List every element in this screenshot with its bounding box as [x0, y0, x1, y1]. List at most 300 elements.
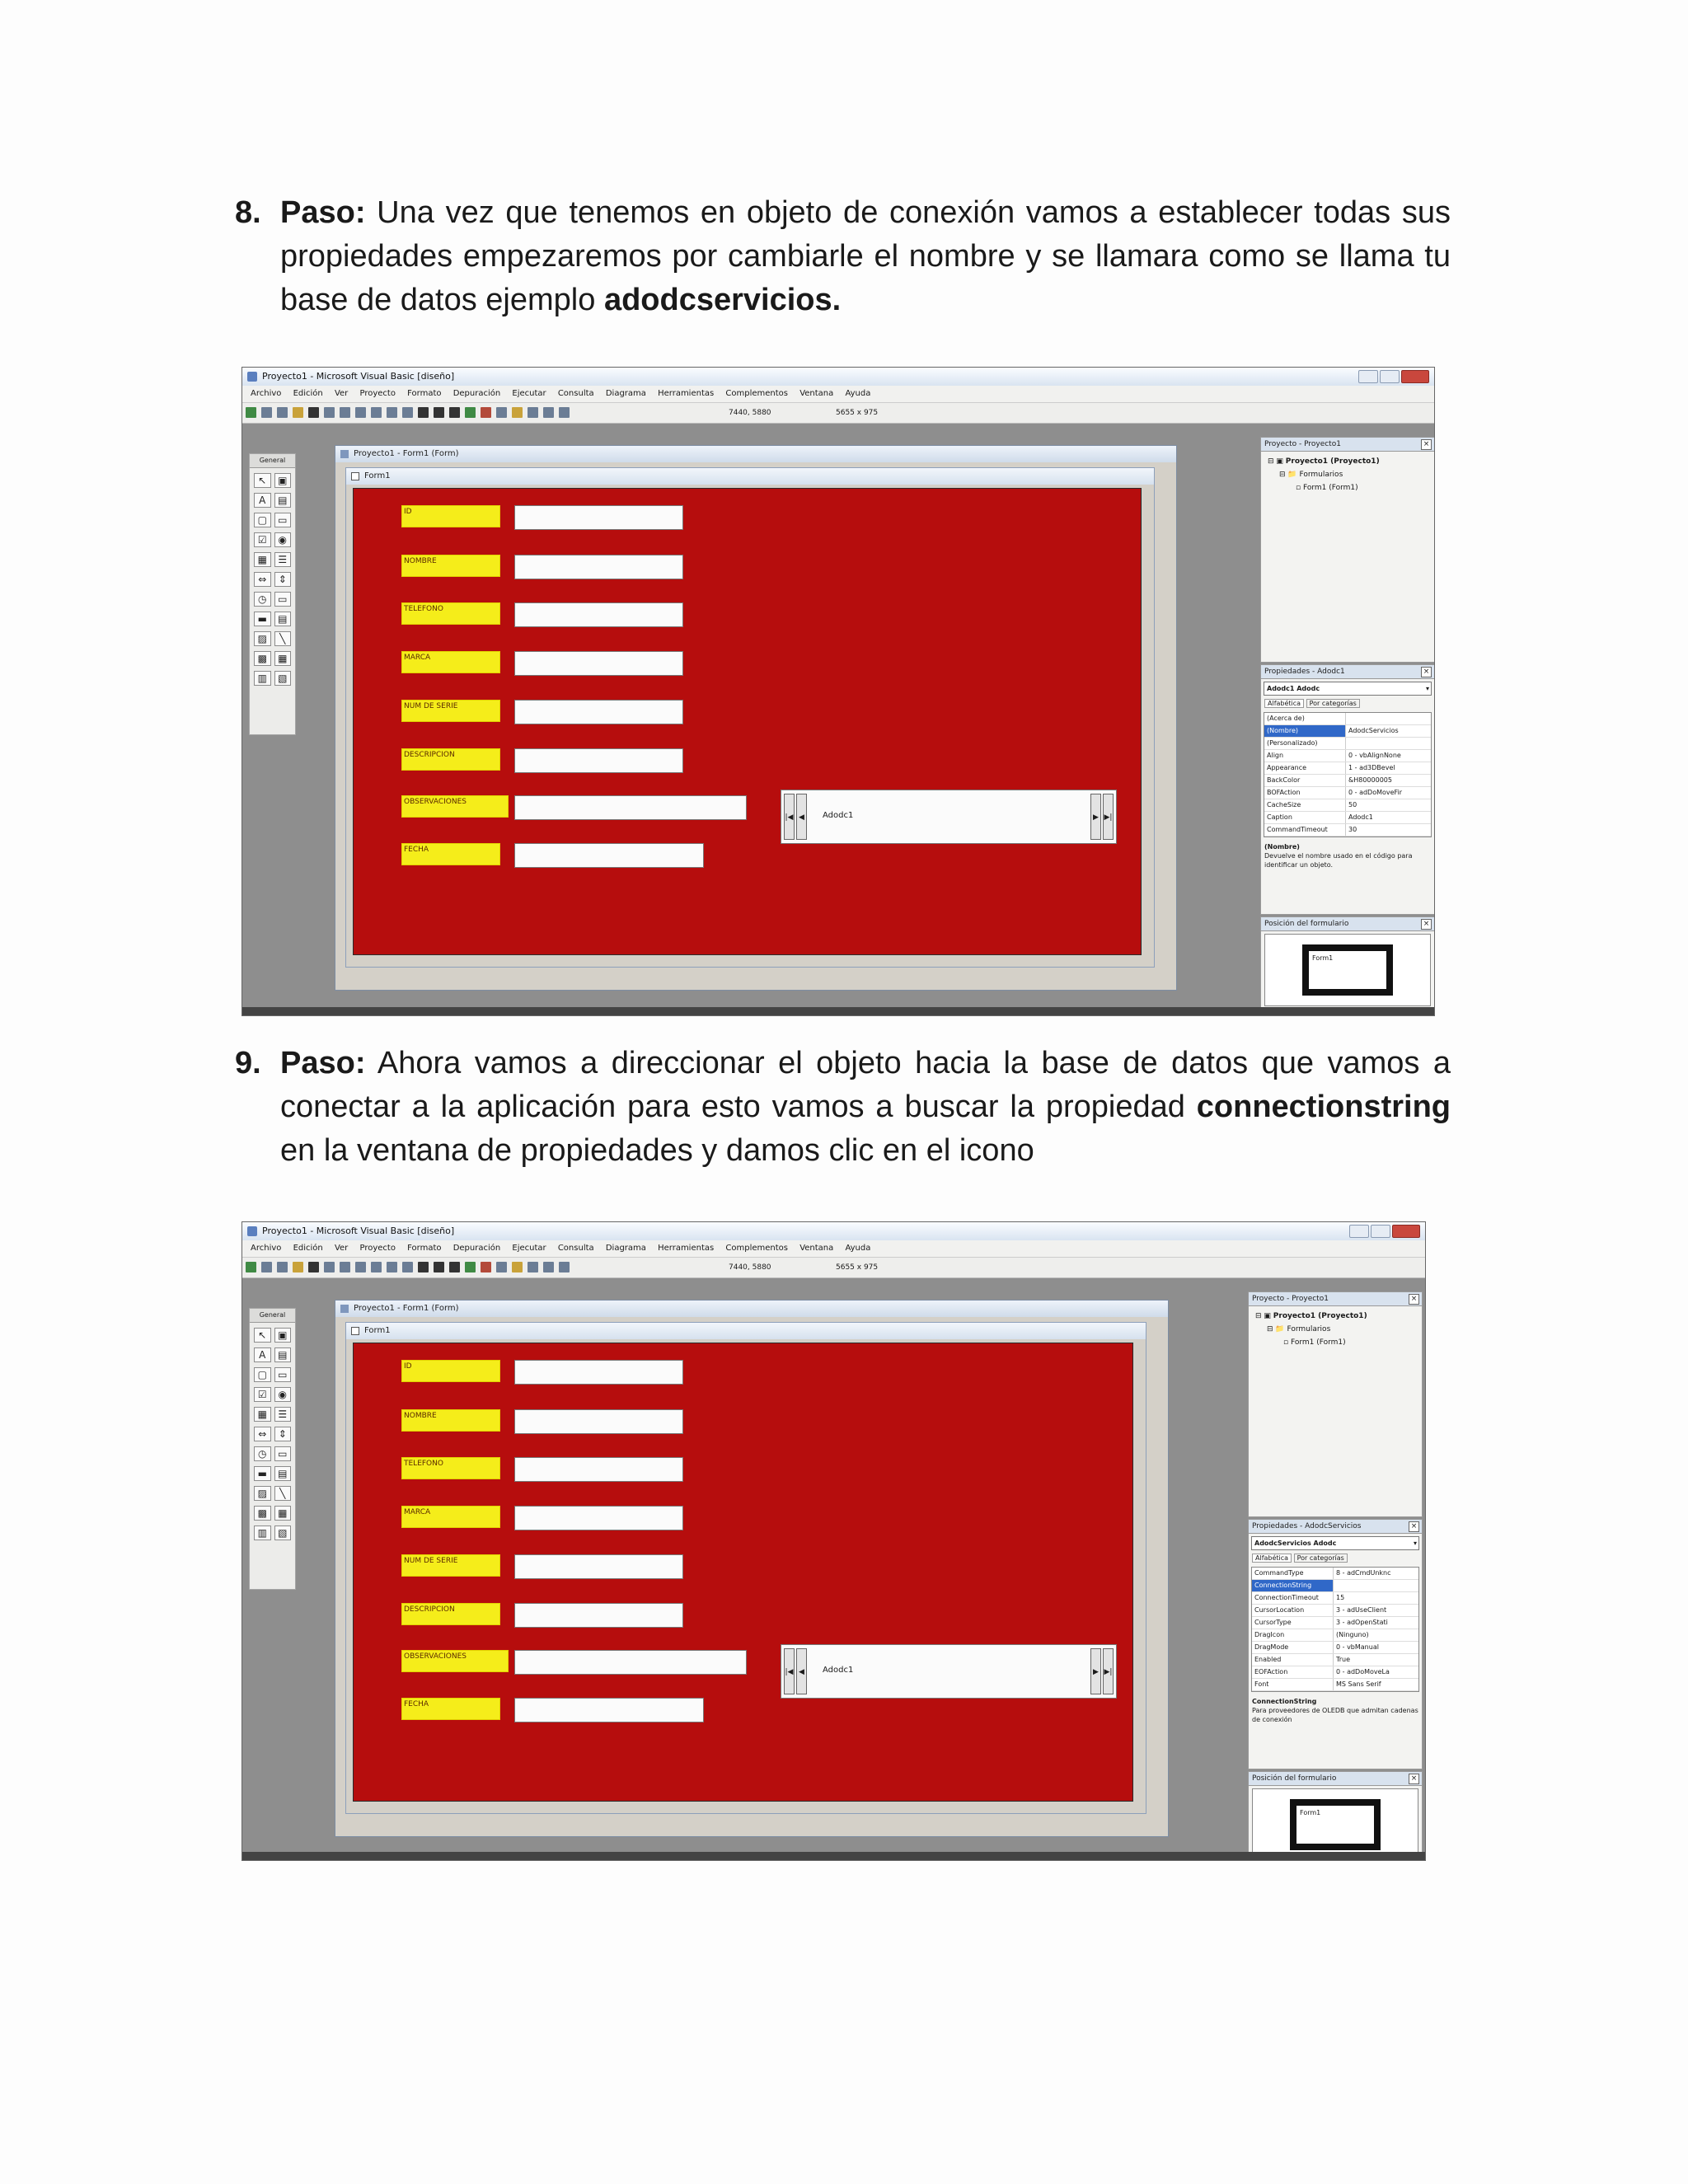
redo-icon[interactable] — [402, 1262, 413, 1272]
minimize-icon[interactable] — [1358, 370, 1378, 383]
menu-editor-icon[interactable] — [277, 1262, 288, 1272]
frame-tool-icon[interactable]: ▢ — [254, 513, 271, 527]
tab-categorized[interactable]: Por categorías — [1306, 699, 1360, 708]
field-label[interactable]: ID — [401, 1360, 500, 1382]
open-icon[interactable] — [293, 1262, 303, 1272]
menu-item[interactable]: Edición — [293, 389, 323, 398]
property-value[interactable]: AdodcServicios — [1348, 727, 1399, 734]
move-first-icon[interactable]: |◀ — [784, 1648, 795, 1694]
properties-tabs — [1261, 698, 1434, 710]
property-value[interactable] — [1346, 713, 1431, 724]
property-row[interactable] — [1264, 799, 1431, 812]
step-8 — [235, 191, 1451, 322]
tree-node-project[interactable]: ⊟ ▣ Proyecto1 (Proyecto1) — [1255, 1312, 1367, 1320]
property-row[interactable] — [1264, 787, 1431, 799]
ole-tool-icon[interactable]: ▦ — [274, 1506, 292, 1521]
toolbox-grid — [250, 1323, 295, 1545]
component-manager-icon[interactable] — [559, 407, 570, 418]
add-form-icon[interactable] — [261, 1262, 272, 1272]
menu-item[interactable]: Proyecto — [359, 1244, 396, 1253]
redo-icon[interactable] — [402, 407, 413, 418]
tree-node-folder[interactable]: ⊟ 📁 Formularios — [1267, 1325, 1331, 1333]
checkbox-tool-icon[interactable]: ☑ — [254, 532, 271, 547]
timer-tool-icon[interactable]: ◷ — [254, 1446, 271, 1461]
property-name: CommandType — [1252, 1568, 1334, 1579]
menu-item[interactable]: Complementos — [725, 389, 789, 398]
toolbox — [249, 453, 296, 735]
property-row[interactable] — [1252, 1654, 1418, 1666]
property-row[interactable] — [1264, 725, 1431, 738]
commandbutton-tool-icon[interactable]: ▭ — [274, 1367, 292, 1382]
cut-icon[interactable] — [324, 1262, 335, 1272]
window-titlebar — [242, 368, 1434, 386]
property-name: CursorLocation — [1252, 1605, 1334, 1616]
shape-tool-icon[interactable]: ▭ — [274, 592, 292, 607]
property-name: CommandTimeout — [1264, 824, 1346, 836]
preview-label: Form1 — [1309, 951, 1386, 989]
form-canvas[interactable] — [353, 488, 1142, 955]
field-textbox[interactable] — [514, 748, 683, 773]
step-description: Ahora vamos a direccionar el objeto hacia la base de datos que vamos a conectar a la aplicación para esto vamos a buscar la propiedad — [280, 1046, 1451, 1124]
property-value[interactable]: 30 — [1348, 826, 1357, 833]
field-textbox[interactable] — [514, 602, 683, 627]
property-value[interactable] — [1334, 1580, 1418, 1591]
find-icon[interactable] — [371, 407, 382, 418]
monitor-icon — [1290, 1799, 1381, 1850]
pointer-tool-icon[interactable]: ↖ — [254, 473, 271, 488]
stop-icon[interactable] — [449, 407, 460, 418]
object-combo[interactable] — [1251, 1536, 1419, 1550]
menu-item[interactable]: Formato — [407, 1244, 442, 1253]
toolbox-title: General — [250, 454, 295, 468]
form-layout-icon[interactable] — [496, 407, 507, 418]
step-label: Paso: — [280, 1046, 366, 1080]
datagrid-tool-icon[interactable]: ▧ — [274, 1526, 292, 1540]
menu-item[interactable]: Consulta — [557, 389, 594, 398]
menu-item[interactable]: Edición — [293, 1244, 323, 1253]
minimize-icon[interactable] — [1349, 1225, 1369, 1238]
layout-preview[interactable] — [1252, 1788, 1418, 1861]
description-text: Devuelve el nombre usado en el código para identificar un objeto. — [1264, 852, 1413, 869]
tree-node-label: Proyecto1 (Proyecto1) — [1273, 1312, 1367, 1320]
field-textbox[interactable] — [514, 843, 704, 868]
toolbox — [249, 1308, 296, 1590]
field-textbox[interactable] — [514, 505, 683, 530]
close-icon[interactable] — [1401, 370, 1429, 383]
property-value[interactable]: 0 - adDoMoveLa — [1336, 1668, 1390, 1675]
move-previous-icon[interactable]: ◀ — [796, 794, 807, 840]
tree-node-form[interactable]: ▫ Form1 (Form1) — [1283, 1338, 1346, 1347]
menu-item[interactable]: Diagrama — [605, 389, 646, 398]
add-project-icon[interactable] — [246, 1262, 256, 1272]
hscroll-tool-icon[interactable]: ⇔ — [254, 572, 271, 587]
drivelist-tool-icon[interactable]: ▬ — [254, 612, 271, 626]
textbox-tool-icon[interactable]: ▤ — [274, 493, 292, 508]
property-value[interactable]: (Ninguno) — [1336, 1631, 1369, 1638]
object-browser-icon[interactable] — [512, 407, 523, 418]
project-explorer-icon[interactable] — [465, 407, 476, 418]
property-grid — [1264, 712, 1432, 837]
property-value[interactable]: 8 - adCmdUnknc — [1336, 1569, 1391, 1577]
property-row[interactable] — [1252, 1568, 1418, 1580]
add-project-icon[interactable] — [246, 407, 256, 418]
start-icon[interactable] — [418, 1262, 429, 1272]
field-textbox[interactable] — [514, 1554, 683, 1579]
bottom-edge — [242, 1852, 1425, 1860]
menu-bar — [242, 386, 1434, 403]
menu-item[interactable]: Ayuda — [845, 1244, 871, 1253]
object-combo-value: AdodcServicios Adodc — [1254, 1540, 1337, 1547]
property-name: (Acerca de) — [1264, 713, 1346, 724]
properties-title: Propiedades - AdodcServicios — [1252, 1522, 1362, 1530]
pointer-tool-icon[interactable]: ↖ — [254, 1328, 271, 1343]
form-layout-window — [1260, 916, 1435, 1010]
property-row[interactable] — [1252, 1580, 1418, 1592]
chevron-down-icon[interactable]: ▾ — [1425, 685, 1429, 692]
field-label[interactable]: OBSERVACIONES — [401, 795, 509, 818]
field-label[interactable]: OBSERVACIONES — [401, 1650, 509, 1672]
property-name: DragMode — [1252, 1642, 1334, 1653]
step-9 — [235, 1042, 1451, 1173]
property-value[interactable]: 3 - adOpenStati — [1336, 1619, 1388, 1626]
property-row[interactable] — [1252, 1617, 1418, 1629]
menu-item[interactable]: Ver — [334, 389, 349, 398]
standard-toolbar — [242, 403, 1434, 424]
menu-item[interactable]: Consulta — [557, 1244, 594, 1253]
form-canvas[interactable] — [353, 1343, 1133, 1802]
move-last-icon[interactable]: ▶| — [1103, 794, 1114, 840]
field-textbox[interactable] — [514, 1360, 683, 1385]
property-name: (Personalizado) — [1264, 738, 1346, 749]
field-label[interactable]: MARCA — [401, 1506, 500, 1528]
optionbutton-tool-icon[interactable]: ◉ — [274, 532, 292, 547]
field-textbox[interactable] — [514, 1409, 683, 1434]
menu-item[interactable]: Ver — [334, 1244, 349, 1253]
close-icon[interactable] — [1392, 1225, 1420, 1238]
field-textbox[interactable] — [514, 795, 747, 820]
line-tool-icon[interactable]: ╲ — [274, 631, 292, 646]
field-textbox[interactable] — [514, 700, 683, 724]
step-label: Paso: — [280, 195, 366, 230]
line-tool-icon[interactable]: ╲ — [274, 1486, 292, 1501]
image-tool-icon[interactable]: ▨ — [254, 631, 271, 646]
ole-tool-icon[interactable]: ▦ — [274, 651, 292, 666]
close-icon[interactable]: × — [1409, 1294, 1419, 1305]
property-row[interactable] — [1264, 775, 1431, 787]
layout-panel-title-text: Posición del formulario — [1252, 1774, 1337, 1783]
property-name: Enabled — [1252, 1654, 1334, 1666]
toolbox-icon[interactable] — [528, 407, 538, 418]
form-title: Form1 — [346, 1323, 1146, 1339]
field-textbox[interactable] — [514, 1457, 683, 1482]
properties-icon[interactable] — [481, 407, 491, 418]
paste-icon[interactable] — [355, 407, 366, 418]
step-bold-word: connectionstring — [1196, 1090, 1451, 1124]
property-grid — [1251, 1567, 1419, 1692]
field-label[interactable]: NUM DE SERIE — [401, 1554, 500, 1577]
property-row[interactable] — [1264, 824, 1431, 837]
label-tool-icon[interactable]: A — [254, 493, 271, 508]
stop-icon[interactable] — [449, 1262, 460, 1272]
property-row[interactable] — [1252, 1679, 1418, 1691]
field-textbox[interactable] — [514, 1603, 683, 1628]
save-icon[interactable] — [308, 407, 319, 418]
form-designer-window — [335, 1300, 1169, 1837]
field-label[interactable]: FECHA — [401, 843, 500, 865]
designer-title: Proyecto1 - Form1 (Form) — [335, 446, 1176, 462]
menu-item[interactable]: Ejecutar — [512, 389, 546, 398]
project-panel-title — [1261, 438, 1434, 452]
menu-item[interactable]: Ayuda — [845, 389, 871, 398]
image-tool-icon[interactable]: ▨ — [254, 1486, 271, 1501]
property-value[interactable]: 50 — [1348, 801, 1357, 808]
move-last-icon[interactable]: ▶| — [1103, 1648, 1114, 1694]
component-manager-icon[interactable] — [559, 1262, 570, 1272]
properties-window — [1248, 1519, 1423, 1769]
maximize-icon[interactable] — [1380, 370, 1400, 383]
vb-screenshot-1 — [241, 367, 1435, 1016]
picturebox-tool-icon[interactable]: ▣ — [274, 473, 292, 488]
add-form-icon[interactable] — [261, 407, 272, 418]
drivelist-tool-icon[interactable]: ▬ — [254, 1466, 271, 1481]
filelist-tool-icon[interactable]: ▤ — [274, 1466, 292, 1481]
hscroll-tool-icon[interactable]: ⇔ — [254, 1427, 271, 1441]
menu-item[interactable]: Depuración — [452, 1244, 501, 1253]
form-layout-window — [1248, 1771, 1423, 1861]
property-name: BackColor — [1264, 775, 1346, 786]
property-row[interactable] — [1252, 1629, 1418, 1642]
project-explorer — [1260, 437, 1435, 663]
property-name: CursorType — [1252, 1617, 1334, 1629]
close-icon[interactable]: × — [1421, 439, 1432, 450]
property-row[interactable] — [1264, 750, 1431, 762]
menu-item[interactable]: Herramientas — [658, 389, 715, 398]
property-description — [1249, 1694, 1422, 1727]
property-name: (Nombre) — [1264, 725, 1346, 737]
property-value[interactable]: 3 - adUseClient — [1336, 1606, 1387, 1614]
menu-item[interactable]: Ventana — [799, 1244, 834, 1253]
property-value[interactable]: &H80000005 — [1348, 776, 1392, 784]
menu-item[interactable]: Formato — [407, 389, 442, 398]
properties-window — [1260, 664, 1435, 915]
property-name: EOFAction — [1252, 1666, 1334, 1678]
property-row[interactable] — [1252, 1592, 1418, 1605]
save-icon[interactable] — [308, 1262, 319, 1272]
monitor-icon — [1302, 944, 1393, 996]
move-next-icon[interactable]: ▶ — [1090, 794, 1101, 840]
object-browser-icon[interactable] — [512, 1262, 523, 1272]
find-icon[interactable] — [371, 1262, 382, 1272]
adodc-tool-icon[interactable]: ▥ — [254, 671, 271, 686]
menu-item[interactable]: Complementos — [725, 1244, 789, 1253]
property-description — [1261, 840, 1434, 872]
pause-icon[interactable] — [434, 1262, 444, 1272]
listbox-tool-icon[interactable]: ☰ — [274, 552, 292, 567]
vscroll-tool-icon[interactable]: ⇕ — [274, 572, 292, 587]
optionbutton-tool-icon[interactable]: ◉ — [274, 1387, 292, 1402]
field-label[interactable]: NOMBRE — [401, 555, 500, 577]
form-layout-icon[interactable] — [496, 1262, 507, 1272]
undo-icon[interactable] — [387, 1262, 397, 1272]
field-textbox[interactable] — [514, 1506, 683, 1530]
property-row[interactable] — [1264, 738, 1431, 750]
properties-title: Propiedades - Adodc1 — [1264, 668, 1345, 676]
properties-icon[interactable] — [481, 1262, 491, 1272]
combobox-tool-icon[interactable]: ▦ — [254, 552, 271, 567]
field-textbox[interactable] — [514, 1698, 704, 1722]
field-label[interactable]: DESCRIPCION — [401, 1603, 500, 1625]
menu-item[interactable]: Diagrama — [605, 1244, 646, 1253]
step-description: Una vez que tenemos en objeto de conexión vamos a establecer todas sus propiedades empezaremos por cambiarle el nombre y se llamara como se llama tu base de datos ejemplo — [280, 195, 1451, 317]
property-value[interactable]: 15 — [1336, 1594, 1345, 1601]
field-label[interactable]: NUM DE SERIE — [401, 700, 500, 722]
combobox-tool-icon[interactable]: ▦ — [254, 1407, 271, 1422]
layout-preview[interactable] — [1264, 934, 1431, 1006]
property-name: CacheSize — [1264, 799, 1346, 811]
maximize-icon[interactable] — [1371, 1225, 1390, 1238]
close-icon[interactable]: × — [1421, 919, 1432, 930]
bottom-edge — [242, 1007, 1434, 1015]
field-textbox[interactable] — [514, 555, 683, 579]
menu-item[interactable]: Archivo — [251, 1244, 282, 1253]
field-label[interactable]: DESCRIPCION — [401, 748, 500, 771]
property-row[interactable] — [1252, 1642, 1418, 1654]
checkbox-tool-icon[interactable]: ☑ — [254, 1387, 271, 1402]
property-value[interactable]: Adodc1 — [1348, 813, 1373, 821]
property-value[interactable]: True — [1336, 1656, 1350, 1663]
textbox-tool-icon[interactable]: ▤ — [274, 1347, 292, 1362]
tree-node-project[interactable]: ⊟ ▣ Proyecto1 (Proyecto1) — [1268, 457, 1380, 466]
tab-alphabetic[interactable]: Alfabética — [1264, 699, 1304, 708]
commandbutton-tool-icon[interactable]: ▭ — [274, 513, 292, 527]
open-icon[interactable] — [293, 407, 303, 418]
menu-editor-icon[interactable] — [277, 407, 288, 418]
property-value[interactable]: 0 - adDoMoveFir — [1348, 789, 1403, 796]
object-combo[interactable] — [1264, 682, 1432, 696]
adodc-tool-icon[interactable]: ▥ — [254, 1526, 271, 1540]
menu-item[interactable]: Herramientas — [658, 1244, 715, 1253]
project-explorer-icon[interactable] — [465, 1262, 476, 1272]
field-label[interactable]: FECHA — [401, 1698, 500, 1720]
picturebox-tool-icon[interactable]: ▣ — [274, 1328, 292, 1343]
field-textbox[interactable] — [514, 1650, 747, 1675]
timer-tool-icon[interactable]: ◷ — [254, 592, 271, 607]
close-icon[interactable]: × — [1421, 667, 1432, 677]
property-value[interactable]: MS Sans Serif — [1336, 1680, 1381, 1688]
label-tool-icon[interactable]: A — [254, 1347, 271, 1362]
window-title: Proyecto1 - Microsoft Visual Basic [diseño] — [262, 1226, 455, 1236]
filelist-tool-icon[interactable]: ▤ — [274, 612, 292, 626]
property-value[interactable]: 1 - ad3DBevel — [1348, 764, 1395, 771]
property-name: DragIcon — [1252, 1629, 1334, 1641]
vb-screenshot-2 — [241, 1221, 1426, 1861]
tab-categorized[interactable]: Por categorías — [1294, 1554, 1348, 1563]
copy-icon[interactable] — [340, 407, 350, 418]
project-panel-title-text: Proyecto - Proyecto1 — [1252, 1295, 1329, 1303]
property-row[interactable] — [1264, 713, 1431, 725]
start-icon[interactable] — [418, 407, 429, 418]
properties-panel-title — [1261, 665, 1434, 679]
data-tool-icon[interactable]: ▩ — [254, 651, 271, 666]
data-view-icon[interactable] — [543, 1262, 554, 1272]
menu-item[interactable]: Ventana — [799, 389, 834, 398]
step-bold-tail: adodcservicios. — [603, 283, 842, 317]
frame-tool-icon[interactable]: ▢ — [254, 1367, 271, 1382]
property-row[interactable] — [1264, 812, 1431, 824]
tree-node-label: Form1 (Form1) — [1302, 484, 1358, 492]
data-view-icon[interactable] — [543, 407, 554, 418]
tab-alphabetic[interactable]: Alfabética — [1252, 1554, 1292, 1563]
chevron-down-icon[interactable]: ▾ — [1413, 1540, 1417, 1547]
property-value[interactable]: 0 - vbAlignNone — [1348, 752, 1401, 759]
datagrid-tool-icon[interactable]: ▧ — [274, 671, 292, 686]
toolbox-icon[interactable] — [528, 1262, 538, 1272]
pause-icon[interactable] — [434, 407, 444, 418]
property-row[interactable] — [1252, 1605, 1418, 1617]
layout-panel-title — [1261, 917, 1434, 931]
close-icon[interactable]: × — [1409, 1521, 1419, 1532]
menu-item[interactable]: Ejecutar — [512, 1244, 546, 1253]
tree-node-form[interactable]: ▫ Form1 (Form1) — [1296, 484, 1358, 492]
move-previous-icon[interactable]: ◀ — [796, 1648, 807, 1694]
project-tree — [1261, 452, 1434, 498]
properties-panel-title — [1249, 1520, 1422, 1534]
field-label[interactable]: NOMBRE — [401, 1409, 500, 1432]
step-text — [280, 1042, 1451, 1173]
tree-node-label: Formularios — [1299, 471, 1343, 479]
move-first-icon[interactable]: |◀ — [784, 794, 795, 840]
property-value[interactable] — [1346, 738, 1431, 749]
project-panel-title — [1249, 1292, 1422, 1306]
vscroll-tool-icon[interactable]: ⇕ — [274, 1427, 292, 1441]
preview-label: Form1 — [1296, 1806, 1374, 1844]
listbox-tool-icon[interactable]: ☰ — [274, 1407, 292, 1422]
move-next-icon[interactable]: ▶ — [1090, 1648, 1101, 1694]
cut-icon[interactable] — [324, 407, 335, 418]
menu-bar — [242, 1240, 1425, 1258]
field-label[interactable]: TELEFONO — [401, 1457, 500, 1479]
property-row[interactable] — [1264, 762, 1431, 775]
field-label[interactable]: MARCA — [401, 651, 500, 673]
menu-item[interactable]: Proyecto — [359, 389, 396, 398]
standard-toolbar — [242, 1258, 1425, 1278]
tree-node-label: Formularios — [1287, 1325, 1331, 1333]
paste-icon[interactable] — [355, 1262, 366, 1272]
field-label[interactable]: TELEFONO — [401, 602, 500, 625]
property-row[interactable] — [1252, 1666, 1418, 1679]
window-titlebar — [242, 1222, 1425, 1240]
close-icon[interactable]: × — [1409, 1774, 1419, 1784]
property-value[interactable]: 0 - vbManual — [1336, 1643, 1379, 1651]
menu-item[interactable]: Depuración — [452, 389, 501, 398]
field-textbox[interactable] — [514, 651, 683, 676]
menu-item[interactable]: Archivo — [251, 389, 282, 398]
window-controls — [1358, 370, 1429, 383]
undo-icon[interactable] — [387, 407, 397, 418]
field-label[interactable]: ID — [401, 505, 500, 527]
shape-tool-icon[interactable]: ▭ — [274, 1446, 292, 1461]
adodc-control[interactable] — [781, 1644, 1117, 1699]
data-tool-icon[interactable]: ▩ — [254, 1506, 271, 1521]
property-name: Appearance — [1264, 762, 1346, 774]
tree-node-folder[interactable]: ⊟ 📁 Formularios — [1279, 471, 1343, 479]
adodc-control[interactable] — [781, 790, 1117, 844]
description-text: Para proveedores de OLEDB que admitan cadenas de conexión — [1252, 1707, 1418, 1723]
copy-icon[interactable] — [340, 1262, 350, 1272]
position-readout: 7440, 5880 — [729, 1263, 771, 1272]
property-name: Font — [1252, 1679, 1334, 1690]
tree-node-label: Proyecto1 (Proyecto1) — [1285, 457, 1380, 466]
